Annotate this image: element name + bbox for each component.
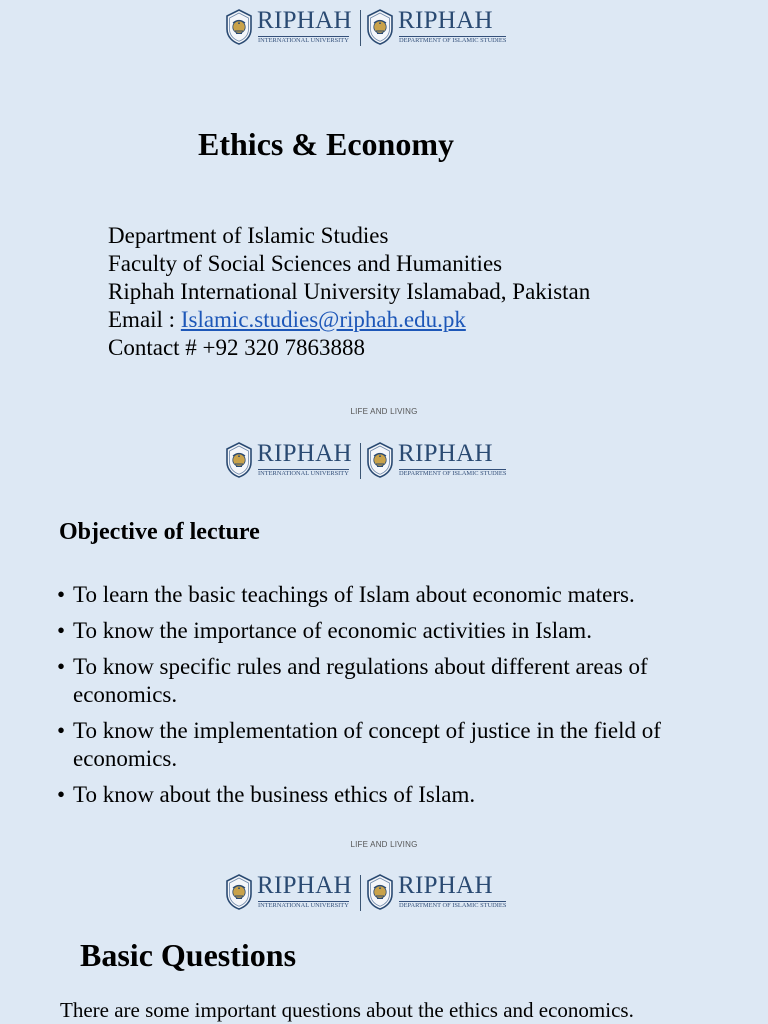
list-item-text: To know specific rules and regulations about different areas of economics.: [73, 654, 648, 707]
university-crest-icon: [224, 874, 254, 910]
email-link[interactable]: Islamic.studies@riphah.edu.pk: [180, 307, 466, 332]
logo-brand-text: RIPHAH: [257, 872, 352, 899]
department-name: Department of Islamic Studies: [108, 223, 389, 248]
department-info: [108, 222, 590, 362]
bullet-icon: •: [57, 782, 66, 807]
list-item-text: To know the importance of economic activities in Islam.: [73, 618, 592, 643]
list-item: [57, 781, 737, 809]
slide-footer: LIFE AND LIVING: [350, 407, 418, 416]
logo-divider: [360, 10, 361, 46]
questions-intro: There are some important questions about the ethics and economics.: [60, 998, 634, 1022]
list-item: [57, 617, 737, 645]
logo-brand-text: RIPHAH: [398, 440, 493, 467]
list-item: [57, 717, 737, 773]
list-item: [57, 581, 737, 609]
logo-subtitle: INTERNATIONAL UNIVERSITY: [258, 470, 349, 477]
riphah-university-logo: [224, 441, 358, 481]
logo-bar: [224, 441, 514, 481]
slide-title: Ethics & Economy: [198, 126, 454, 162]
university-name: Riphah International University Islamabad, Pakistan: [108, 279, 591, 304]
logo-subtitle: INTERNATIONAL UNIVERSITY: [258, 37, 349, 44]
logo-subtitle: DEPARTMENT OF ISLAMIC STUDIES: [399, 470, 507, 477]
riphah-department-logo: [365, 441, 505, 481]
list-item-text: To learn the basic teachings of Islam about economic maters.: [73, 582, 635, 607]
email-label: Email :: [108, 307, 181, 332]
riphah-department-logo: [365, 8, 505, 48]
contact-line: Contact # +92 320 7863888: [108, 335, 366, 360]
list-item-text: To know about the business ethics of Islam.: [73, 782, 476, 807]
logo-bar: [224, 8, 514, 48]
riphah-university-logo: [224, 8, 358, 48]
list-item-text: To know the implementation of concept of justice in the field of economics.: [73, 718, 661, 771]
riphah-department-logo: [365, 873, 505, 913]
department-crest-icon: [365, 874, 395, 910]
list-item: [57, 653, 737, 709]
bullet-icon: •: [57, 582, 66, 607]
logo-subtitle: INTERNATIONAL UNIVERSITY: [258, 902, 349, 909]
logo-brand-text: RIPHAH: [398, 7, 493, 34]
riphah-university-logo: [224, 873, 358, 913]
logo-subtitle: DEPARTMENT OF ISLAMIC STUDIES: [399, 37, 507, 44]
questions-heading: Basic Questions: [80, 937, 297, 973]
email-line: [108, 306, 590, 334]
bullet-icon: •: [57, 618, 66, 643]
objective-list: [57, 581, 737, 817]
bullet-icon: •: [57, 718, 66, 743]
objective-heading: Objective of lecture: [59, 519, 260, 545]
logo-subtitle: DEPARTMENT OF ISLAMIC STUDIES: [399, 902, 507, 909]
logo-divider: [360, 443, 361, 479]
university-crest-icon: [224, 9, 254, 45]
logo-divider: [360, 875, 361, 911]
logo-brand-text: RIPHAH: [398, 872, 493, 899]
department-crest-icon: [365, 442, 395, 478]
logo-brand-text: RIPHAH: [257, 440, 352, 467]
faculty-name: Faculty of Social Sciences and Humanities: [108, 251, 503, 276]
logo-brand-text: RIPHAH: [257, 7, 352, 34]
bullet-icon: •: [57, 654, 66, 679]
department-crest-icon: [365, 9, 395, 45]
slide-footer: LIFE AND LIVING: [350, 840, 418, 849]
logo-bar: [224, 873, 514, 913]
university-crest-icon: [224, 442, 254, 478]
